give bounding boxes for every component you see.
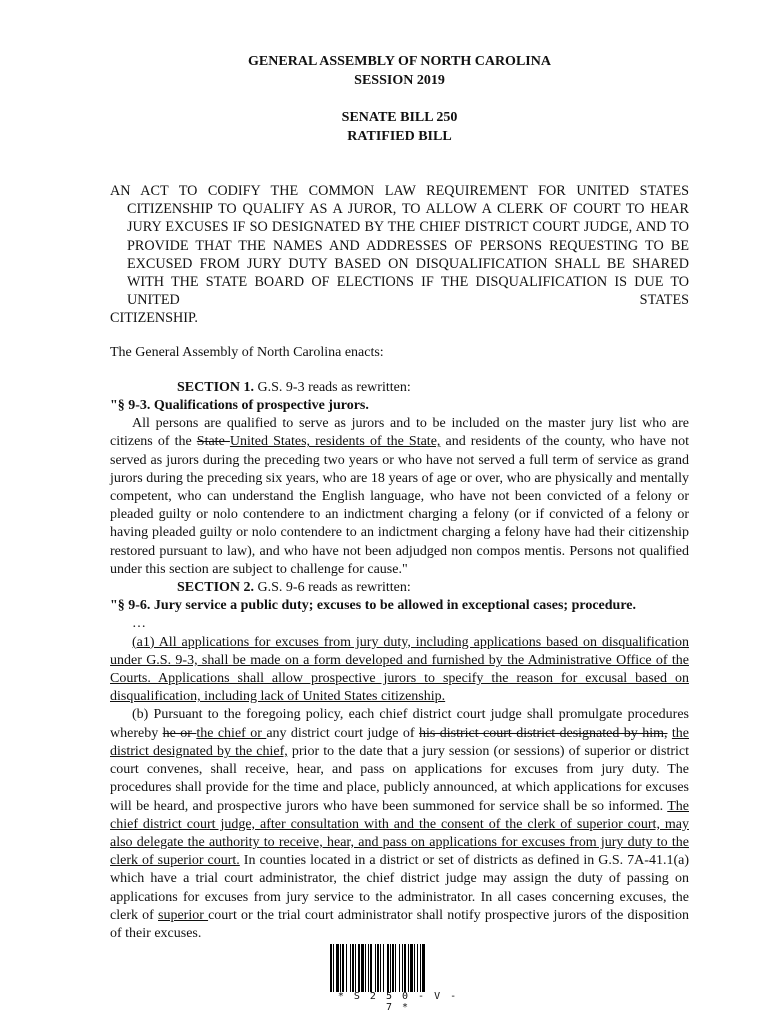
enacting-clause: The General Assembly of North Carolina enacts:: [110, 344, 384, 360]
bill-page: [110, 52, 689, 943]
assembly-heading: GENERAL ASSEMBLY OF NORTH CAROLINA: [248, 54, 551, 69]
struck-text: State: [196, 434, 230, 450]
act-title-last: CITIZENSHIP.: [110, 310, 198, 327]
ellipsis: …: [132, 616, 146, 632]
subsection-b: (b) Pursuant to the foregoing policy, each chief district court judge shall promulgate procedures whereby he or the chief or any district court judge of his district court district designated by him, the district designated by the chief, prior to the date that a jury session (or sessions) of superior or district court convenes, shall receive, hear, and pass on applications for excuses from jury duty. The procedures shall provide for the time and place, publicly announced, at which applications for excuses will be heard, and prospective jurors who have been summoned for service shall be so informed. The chief district court judge, after consultation with and the consent of the clerk of superior court, may also delegate the authority to receive, hear, and pass on applications for excuses from jury duty to the clerk of superior court. In counties located in a district or set of districts as defined in G.S. 7A-41.1(a) which have a trial court administrator, the chief district judge may assign the duty of passing on applications for excuses from jury service to the administrator. In all cases concerning excuses, the clerk of superior court or the trial court administrator shall notify prospective jurors of the disposition of their excuses.: [110, 707, 690, 941]
subsection-a1: [110, 634, 689, 707]
barcode-text: * S 2 5 0 - V - 7 *: [337, 991, 459, 1013]
barcode: [330, 944, 462, 992]
section-2-heading: "§ 9-6. Jury service a public duty; excuses to be allowed in exceptional cases; procedure.: [110, 598, 636, 614]
section-1-body: All persons are qualified to serve as jurors and to be included on the master jury list who are citizens of the State United States, residents of the State, and residents of the county, who have not served as jurors during the preceding two years or who have not served a full term of service as grand jurors during the preceding six years, who are 18 years of age or over, who are physically and mentally competent, who can understand the English language, who have not been convicted of a felony or pleaded guilty or nolo contendere to an indictment charging a felony (or if convicted of a felony or having pleaded guilty or nolo contendere to an indictment charging a felony have had their citizenship restored pursuant to law), and who have not been adjudged non compos mentis. Persons not qualified under this section are subject to challenge for cause.": [110, 416, 689, 577]
section-1-intro: SECTION 1. G.S. 9-3 reads as rewritten:: [177, 379, 411, 395]
inserted-text: United States, residents of the State,: [229, 434, 441, 450]
section-1-label: SECTION 1.: [177, 379, 255, 395]
section-1-heading: "§ 9-3. Qualifications of prospective jurors.: [110, 398, 369, 414]
bill-status: RATIFIED BILL: [347, 129, 452, 144]
section-2-intro: SECTION 2. G.S. 9-6 reads as rewritten:: [177, 580, 411, 596]
act-title: [110, 182, 689, 328]
act-title-text: AN ACT TO CODIFY THE COMMON LAW REQUIREMENT FOR UNITED STATES CITIZENSHIP TO QUALIFY AS A JUROR, TO ALLOW A CLERK OF COURT TO HEAR JURY EXCUSES IF SO DESIGNATED BY THE CHIEF DISTRICT COURT JUDGE, AND TO PROVIDE THAT THE NAMES AND ADDRESSES OF PERSONS REQUESTING TO BE EXCUSED FROM JURY DUTY BASED ON DISQUALIFICATION SHALL BE SHARED WITH THE STATE BOARD OF ELECTIONS IF THE DISQUALIFICATION IS DUE TO UNITED STATES: [110, 183, 689, 309]
section-2-label: SECTION 2.: [177, 580, 255, 596]
session-heading: SESSION 2019: [354, 73, 445, 88]
bill-number: SENATE BILL 250: [341, 110, 458, 125]
inserted-text: (a1) All applications for excuses from jury duty, including applications based on disqualification under G.S. 9-3, shall be made on a form developed and furnished by the Administrative Office of the Courts. Applications shall allow prospective jurors to specify the reason for excusal based on disqualification, including lack of United States citizenship.: [110, 634, 689, 705]
